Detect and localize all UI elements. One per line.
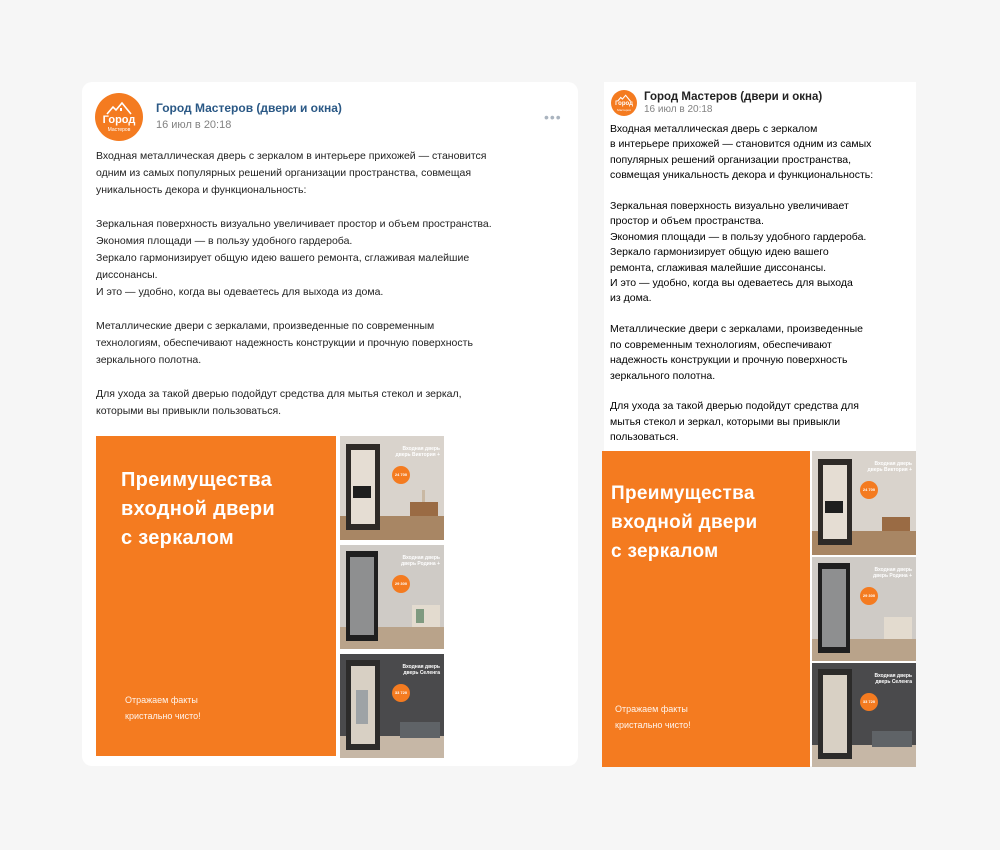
more-options-icon[interactable]: ••• [544, 109, 562, 125]
group-name-link[interactable]: Город Мастеров (двери и окна) [156, 101, 342, 115]
promo-banner-image[interactable] [602, 451, 810, 767]
banner-footer: Отражаем факты кристально чисто! [615, 704, 691, 730]
banner-title: Преимущества входной двери с зеркалом [611, 483, 758, 562]
door-photo-thumbnail[interactable] [812, 663, 916, 767]
price-badge: 33 720 [392, 684, 410, 702]
group-avatar[interactable] [95, 93, 143, 141]
price-badge: 33 720 [860, 693, 878, 711]
group-name-link[interactable]: Город Мастеров (двери и окна) [644, 91, 823, 103]
price-badge: 24 700 [860, 481, 878, 499]
avatar-logo-subtext: Мастеров [617, 108, 631, 112]
door-photo-thumbnail[interactable] [812, 557, 916, 661]
promo-banner-image[interactable] [96, 436, 336, 756]
door-photo-thumbnail[interactable] [340, 654, 444, 758]
post-body-text: Входная металлическая дверь с зеркалом в интерьере прихожей — становится одним из самых популярных решений организации пространства, совмещая уникальность декора и функциональность: Зеркальная поверхность визуально увеличивает простор и объем пространства. Экономия площади — в пользу удобного гардероба. Зеркало гармонизирует общую идею вашего ремонта, сглаживая малейшие диссонансы. И это — удобно, когда вы одеваетесь для выхода из дома. Металлические двери с зеркалами, произведенные по современным технологиям, обеспечивают надежность конструкции и прочную поверхность зеркального полотна. Для ухода за такой дверью подойдут средства для мытья стекол и зеркал, которыми вы привыкли пользоваться. [96, 150, 492, 417]
thumb-caption: Входная дверь дверь Родина + [400, 555, 440, 567]
post-date[interactable]: 16 июл в 20:18 [644, 104, 713, 115]
post-date[interactable]: 16 июл в 20:18 [156, 119, 232, 131]
door-photo-thumbnail[interactable] [340, 436, 444, 540]
post-body-text: Входная металлическая дверь с зеркалом в интерьере прихожей — становится одним из самых популярных решений организации пространства, совмещая уникальность декора и функциональность: Зеркальная поверхность визуально увеличивает простор и объем пространства. Экономия площади — в пользу удобного гардероба. Зеркало гармонизирует общую идею вашего ремонта, сглаживая малейшие диссонансы. И это — удобно, когда вы одеваетесь для выхода из дома. Металлические двери с зеркалами, произведенные по современным технологиям, обеспечивают надежность конструкции и прочную поверхность зеркального полотна. Для ухода за такой дверью подойдут средства для мытья стекол и зеркал, которыми вы привыкли пользоваться. [610, 123, 874, 444]
thumb-caption: Входная дверь дверь Селенга [874, 673, 912, 685]
thumb-caption: Входная дверь дверь Виктория + [395, 446, 440, 458]
price-badge: 29 300 [860, 587, 878, 605]
avatar-logo-text: Город [102, 114, 136, 126]
price-badge: 29 300 [392, 575, 410, 593]
house-logo-icon [106, 101, 132, 115]
post-card-small [604, 82, 916, 766]
price-badge: 24 700 [392, 466, 410, 484]
door-photo-thumbnail[interactable] [340, 545, 444, 649]
door-photo-thumbnail[interactable] [812, 451, 916, 555]
post-card-large [82, 82, 578, 766]
group-avatar[interactable] [611, 90, 637, 116]
avatar-logo-text: Город [615, 101, 633, 107]
avatar-logo-subtext: Мастеров [107, 127, 131, 133]
thumb-caption: Входная дверь дверь Селенга [402, 664, 440, 676]
thumb-caption: Входная дверь дверь Виктория + [867, 461, 912, 473]
thumb-caption: Входная дверь дверь Родина + [872, 567, 912, 579]
banner-title: Преимущества входной двери с зеркалом [121, 469, 275, 549]
banner-footer: Отражаем факты кристально чисто! [125, 695, 201, 721]
